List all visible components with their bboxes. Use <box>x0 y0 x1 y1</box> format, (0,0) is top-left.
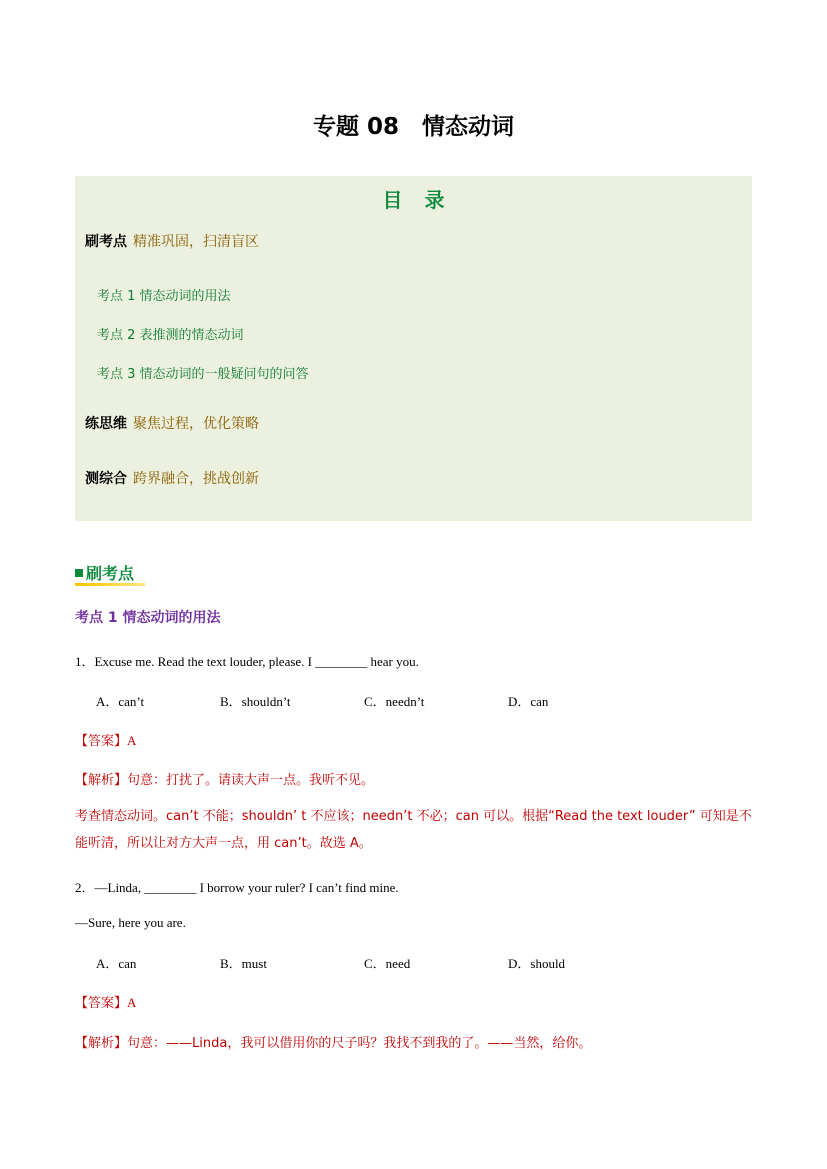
toc-section-1[interactable] <box>85 231 259 251</box>
toc-section-label: 练思维 <box>85 416 127 432</box>
answer-value: A <box>127 995 137 1010</box>
kp-heading: 考点 1 情态动词的用法 <box>75 610 221 626</box>
question-1-analysis <box>75 769 374 788</box>
answer-tag: 【答案】 <box>75 734 128 749</box>
question-1-stem: 1．Excuse me. Read the text louder, please. I ________ hear you. <box>75 654 419 669</box>
toc-subitem-3[interactable]: 考点 3 情态动词的一般疑问句的问答 <box>97 367 309 382</box>
toc-section-desc: 精准巩固，扫清盲区 <box>133 234 259 250</box>
toc-heading: 目录 <box>382 188 467 212</box>
section-underline <box>75 583 145 586</box>
toc-section-desc: 聚焦过程，优化策略 <box>133 416 259 432</box>
question-1-explanation: 考查情态动词。can’t 不能；shouldn’ t 不应该；needn’t 不必；can 可以。根据“Read the text louder” 可知是不能听清，所以让对方大声一点，用 can’t。故选 A。 <box>75 809 752 851</box>
toc-section-label: 测综合 <box>85 471 127 487</box>
analysis-tag: 【解析】 <box>75 773 128 788</box>
answer-tag: 【答案】 <box>75 996 128 1011</box>
analysis-text: 句意：——Linda，我可以借用你的尺子吗？我找不到我的了。——当然，给你。 <box>127 1036 592 1051</box>
toc-section-desc: 跨界融合，挑战创新 <box>133 471 259 487</box>
question-2-analysis <box>75 1032 591 1051</box>
question-1-answer <box>75 730 136 749</box>
question-2-option-d: D．should <box>508 956 566 971</box>
toc-section-2[interactable] <box>85 413 259 433</box>
toc-subitem-2[interactable]: 考点 2 表推测的情态动词 <box>97 328 244 343</box>
question-2-answer <box>75 992 136 1011</box>
answer-value: A <box>127 733 137 748</box>
section-heading-text: 刷考点 <box>86 564 135 583</box>
question-1-option-d: D．can <box>508 694 549 709</box>
square-bullet-icon <box>75 569 83 577</box>
analysis-tag: 【解析】 <box>75 1036 128 1051</box>
question-2-option-b: B．must <box>220 956 267 971</box>
analysis-text: 句意：打扰了。请读大声一点。我听不见。 <box>127 773 375 788</box>
question-2-stem: 2．—Linda, ________ I borrow your ruler? I can’t find mine. <box>75 880 399 895</box>
toc-section-3[interactable] <box>85 468 259 488</box>
question-2-option-c: C．need <box>364 956 411 971</box>
section-heading <box>75 561 134 584</box>
question-2-stem-reply: —Sure, here you are. <box>75 915 186 930</box>
question-1-option-b: B．shouldn’t <box>220 694 291 709</box>
page-title: 专题 08 情态动词 <box>312 114 514 140</box>
question-2-option-a: A．can <box>96 956 137 971</box>
question-1-option-a: A．can’t <box>96 694 145 709</box>
toc-section-label: 刷考点 <box>85 234 127 250</box>
question-1-option-c: C．needn’t <box>364 694 425 709</box>
toc-subitem-1[interactable]: 考点 1 情态动词的用法 <box>97 289 231 304</box>
